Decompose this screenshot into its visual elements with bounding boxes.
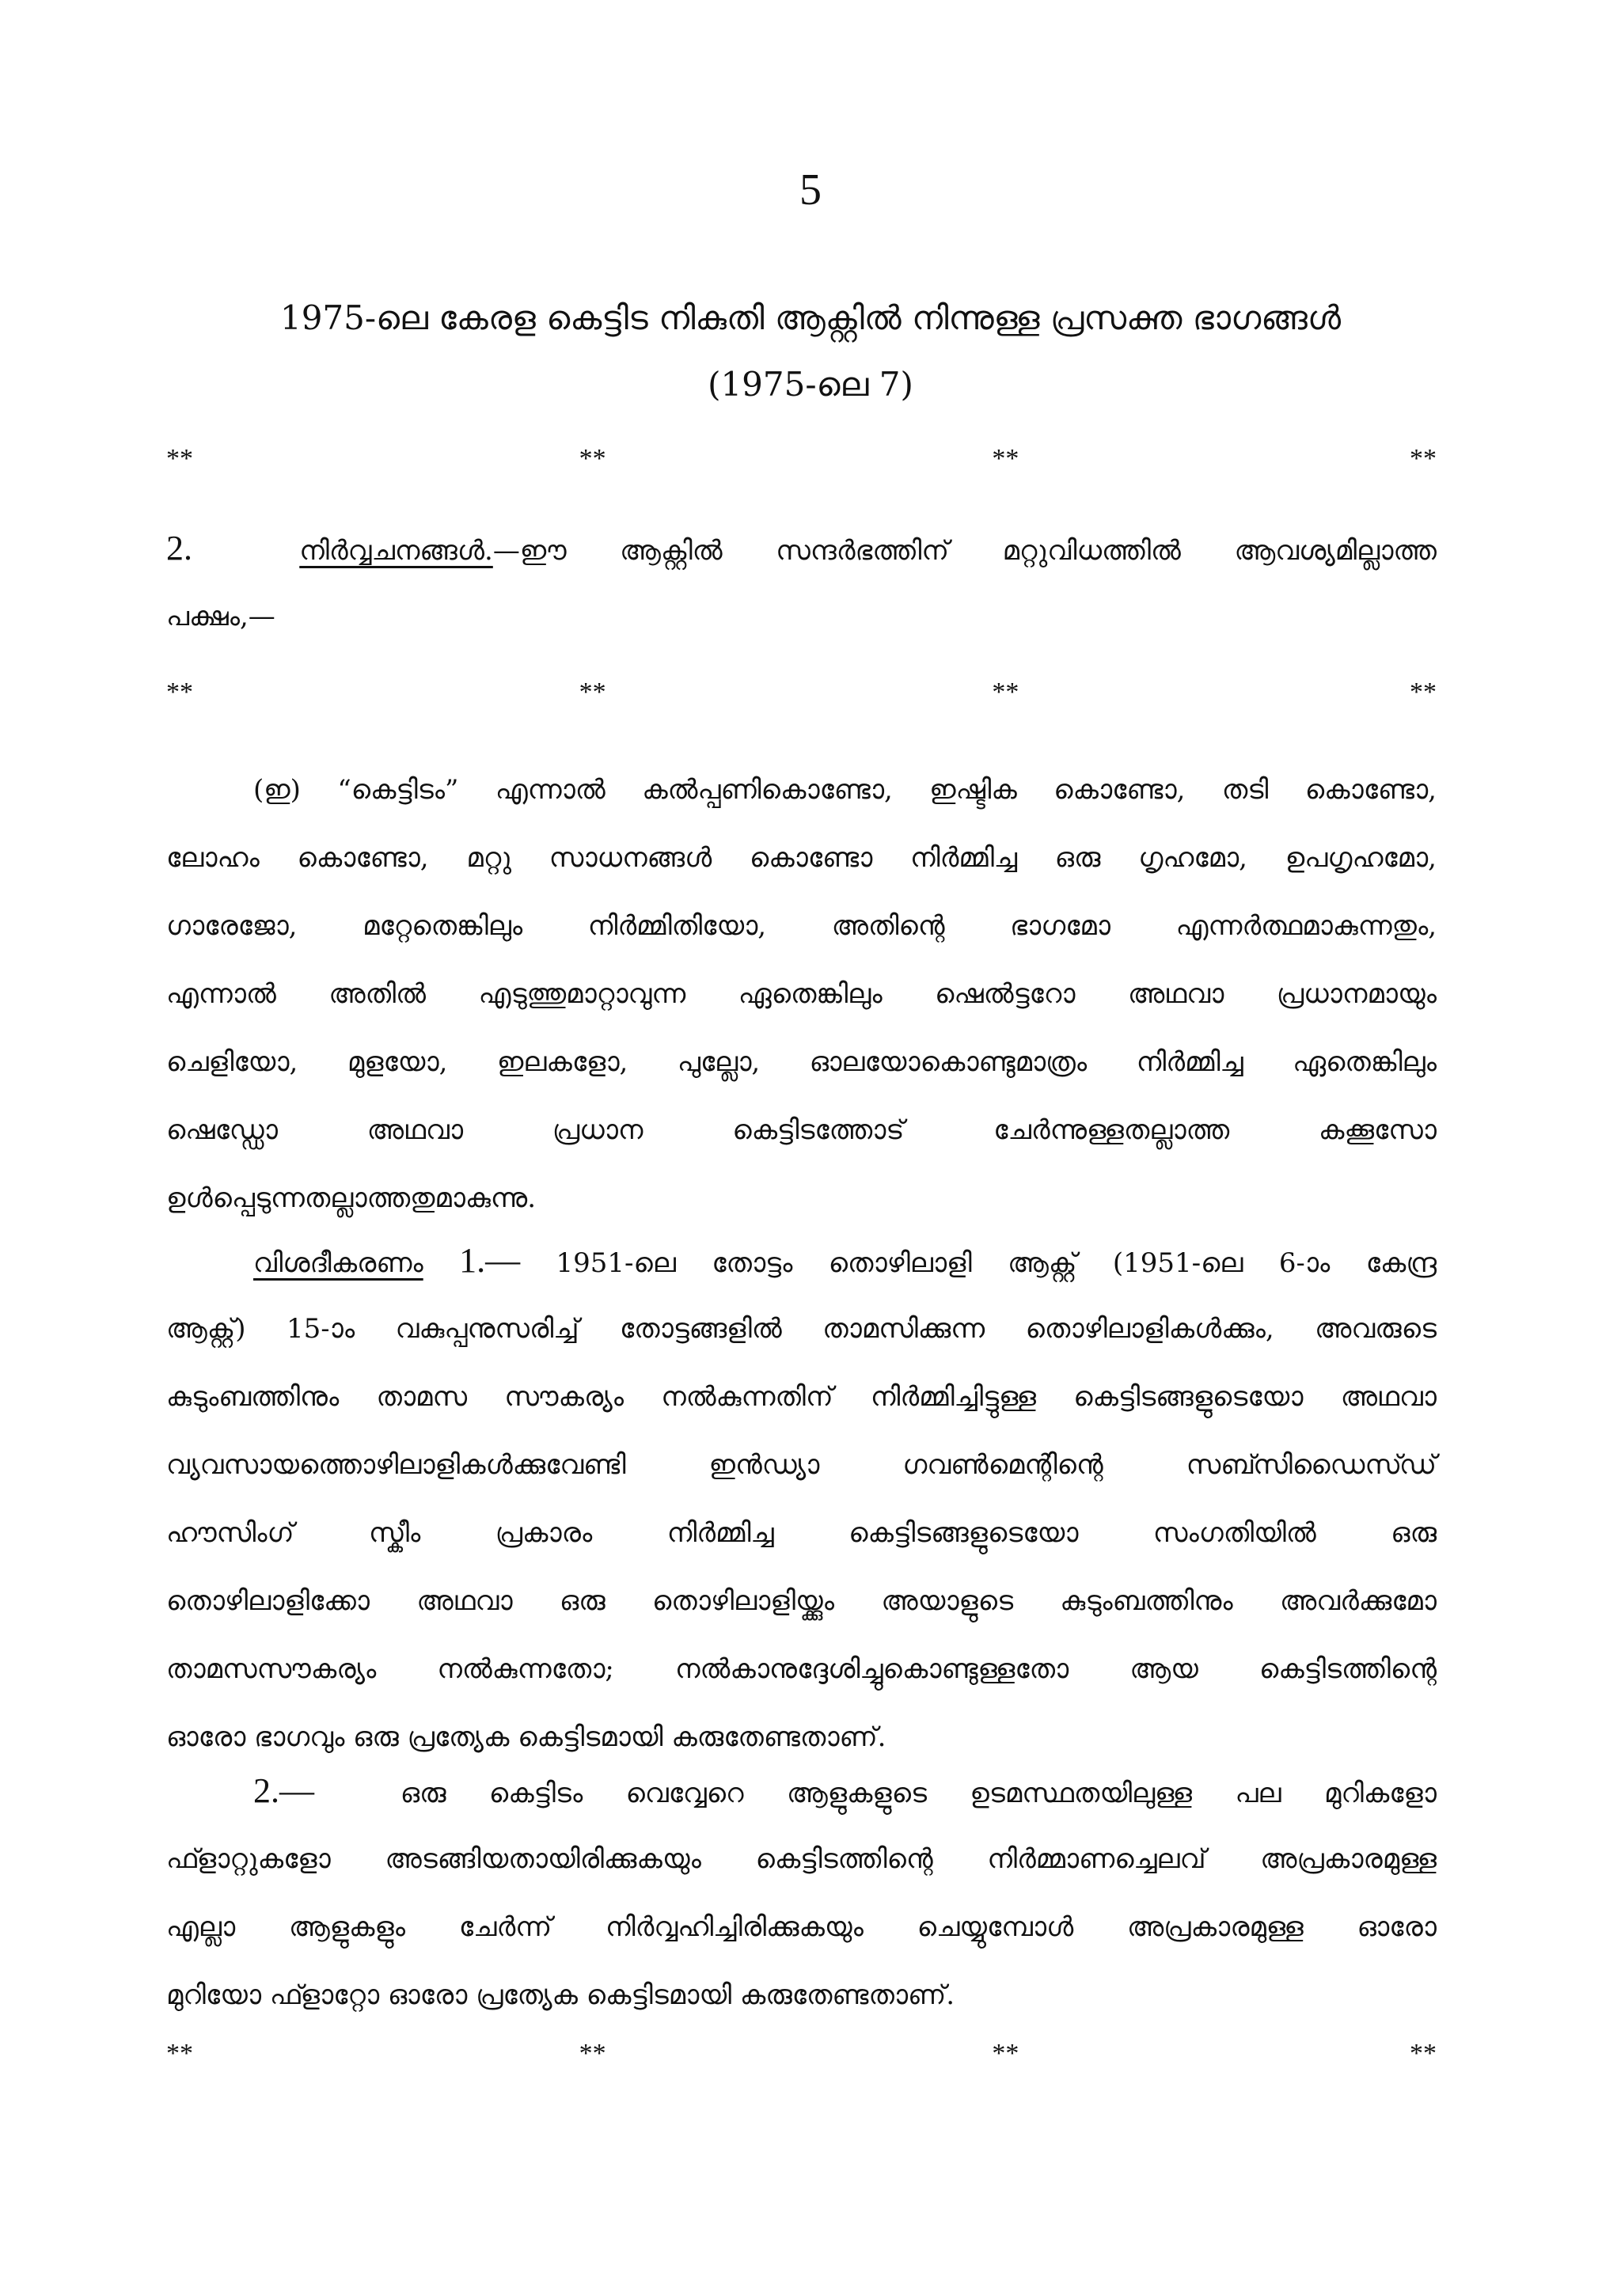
title-line-2: (1975-ലെ 7) bbox=[708, 365, 913, 404]
explanation-line: തൊഴിലാളിക്കോ അഥവാ ഒരു തൊഴിലാളിയ്ക്കും അയാളുടെ കുടുംബത്തിനും അവർക്കുമോ bbox=[166, 1585, 1437, 1617]
separator-mark: ** bbox=[579, 677, 606, 707]
explanation-2-paragraph bbox=[166, 1757, 1437, 2029]
separator-row bbox=[166, 2038, 1437, 2070]
separator-mark: ** bbox=[1409, 444, 1437, 473]
separator-row bbox=[166, 677, 1437, 708]
section-2-paragraph bbox=[166, 514, 1437, 651]
separator-mark: ** bbox=[166, 2039, 193, 2068]
section-number: 2. bbox=[166, 529, 192, 567]
clause-line: ചെളിയോ, മുളയോ, ഇലകളോ, പുല്ലോ, ഓലയോകൊണ്ടുമാത്രം നിർമ്മിച്ച ഏതെങ്കിലും bbox=[166, 1046, 1437, 1078]
section-text: —ഈ ആക്റ്റിൽ സന്ദർഭത്തിന് മറ്റുവിധത്തിൽ ആവശ്യമില്ലാത്ത bbox=[492, 535, 1437, 567]
separator-row bbox=[166, 443, 1437, 475]
clause-line: എന്നാൽ അതിൽ എടുത്തുമാറ്റാവുന്ന ഏതെങ്കിലും ഷെൽട്ടറോ അഥവാ പ്രധാനമായും bbox=[166, 978, 1437, 1010]
explanation-text: 1951-ലെ തോട്ടം തൊഴിലാളി ആക്റ്റ് (1951-ലെ 6-ാം കേന്ദ്ര bbox=[556, 1247, 1437, 1279]
separator-mark: ** bbox=[1409, 2039, 1437, 2068]
section-heading: നിർവ്വചനങ്ങൾ. bbox=[299, 535, 493, 567]
clause-line: (ഇ) “കെട്ടിടം” എന്നാൽ കൽപ്പണികൊണ്ടോ, ഇഷ്ടിക കൊണ്ടോ, തടി കൊണ്ടോ, bbox=[253, 774, 1437, 806]
separator-mark: ** bbox=[992, 2039, 1019, 2068]
explanation-line: വ്യവസായത്തൊഴിലാളികൾക്കുവേണ്ടി ഇൻഡ്യാ ഗവൺമെന്റിന്റെ സബ്സിഡൈസ്ഡ് bbox=[166, 1449, 1437, 1481]
clause-e-paragraph bbox=[166, 756, 1437, 1232]
separator-mark: ** bbox=[166, 444, 193, 473]
section-text-line: പക്ഷം,— bbox=[166, 601, 275, 632]
separator-mark: ** bbox=[579, 2039, 606, 2068]
explanation-line: താമസസൗകര്യം നൽകുന്നതോ; നൽകാനുദ്ദേശിച്ചുകൊണ്ടുള്ളതോ ആയ കെട്ടിടത്തിന്റെ bbox=[166, 1653, 1437, 1685]
explanation-1-paragraph bbox=[166, 1227, 1437, 1771]
clause-line: ലോഹം കൊണ്ടോ, മറ്റു സാധനങ്ങൾ കൊണ്ടോ നിർമ്മിച്ച ഒരു ഗൃഹമോ, ഉപഗൃഹമോ, bbox=[166, 842, 1437, 874]
explanation-line: മുറിയോ ഫ്ളാറ്റോ ഓരോ പ്രത്യേക കെട്ടിടമായി കരുതേണ്ടതാണ്. bbox=[166, 1979, 955, 2011]
explanation-line: ഫ്ളാറ്റുകളോ അടങ്ങിയതായിരിക്കുകയും കെട്ടിടത്തിന്റെ നിർമ്മാണച്ചെലവ് അപ്രകാരമുള്ള bbox=[166, 1843, 1437, 1875]
explanation-number: 1.— bbox=[459, 1241, 521, 1280]
explanation-line: എല്ലാ ആളുകളും ചേർന്ന് നിർവ്വഹിച്ചിരിക്കുകയും ചെയ്യുമ്പോൾ അപ്രകാരമുള്ള ഓരോ bbox=[166, 1911, 1437, 1943]
separator-mark: ** bbox=[992, 677, 1019, 707]
title-line-1: 1975-ലെ കേരള കെട്ടിട നികുതി ആക്റ്റിൽ നിന്നുള്ള പ്രസക്ത ഭാഗങ്ങൾ bbox=[279, 298, 1342, 337]
clause-line: ഷെഡ്ഡോ അഥവാ പ്രധാന കെട്ടിടത്തോട് ചേർന്നുള്ളതല്ലാത്ത കക്കൂസോ bbox=[166, 1114, 1437, 1146]
explanation-line: ആക്റ്റ്) 15-ാം വകുപ്പനുസരിച്ച് തോട്ടങ്ങളിൽ താമസിക്കുന്ന തൊഴിലാളികൾക്കും, അവരുടെ bbox=[166, 1313, 1437, 1345]
explanation-heading: വിശദീകരണം bbox=[253, 1247, 423, 1279]
explanation-line: ഓരോ ഭാഗവും ഒരു പ്രത്യേക കെട്ടിടമായി കരുതേണ്ടതാണ്. bbox=[166, 1721, 886, 1753]
explanation-number: 2.— bbox=[253, 1771, 314, 1810]
page-number: 5 bbox=[799, 165, 822, 214]
separator-mark: ** bbox=[166, 677, 193, 707]
clause-line: ഉൾപ്പെടുന്നതല്ലാത്തതുമാകുന്നു. bbox=[166, 1182, 537, 1214]
separator-mark: ** bbox=[992, 444, 1019, 473]
document-title bbox=[0, 285, 1621, 418]
explanation-text: ഒരു കെട്ടിടം വെവ്വേറെ ആളുകളുടെ ഉടമസ്ഥതയിലുള്ള പല മുറികളോ bbox=[400, 1778, 1437, 1809]
explanation-line: കുടുംബത്തിനും താമസ സൗകര്യം നൽകുന്നതിന് നിർമ്മിച്ചിട്ടുള്ള കെട്ടിടങ്ങളുടെയോ അഥവാ bbox=[166, 1381, 1437, 1413]
separator-mark: ** bbox=[579, 444, 606, 473]
separator-mark: ** bbox=[1409, 677, 1437, 707]
clause-line: ഗാരേജോ, മറ്റേതെങ്കിലും നിർമ്മിതിയോ, അതിന്റെ ഭാഗമോ എന്നർത്ഥമാകുന്നതും, bbox=[166, 910, 1437, 942]
explanation-line: ഹൗസിംഗ് സ്കീം പ്രകാരം നിർമ്മിച്ച കെട്ടിടങ്ങളുടെയോ സംഗതിയിൽ ഒരു bbox=[166, 1517, 1437, 1549]
